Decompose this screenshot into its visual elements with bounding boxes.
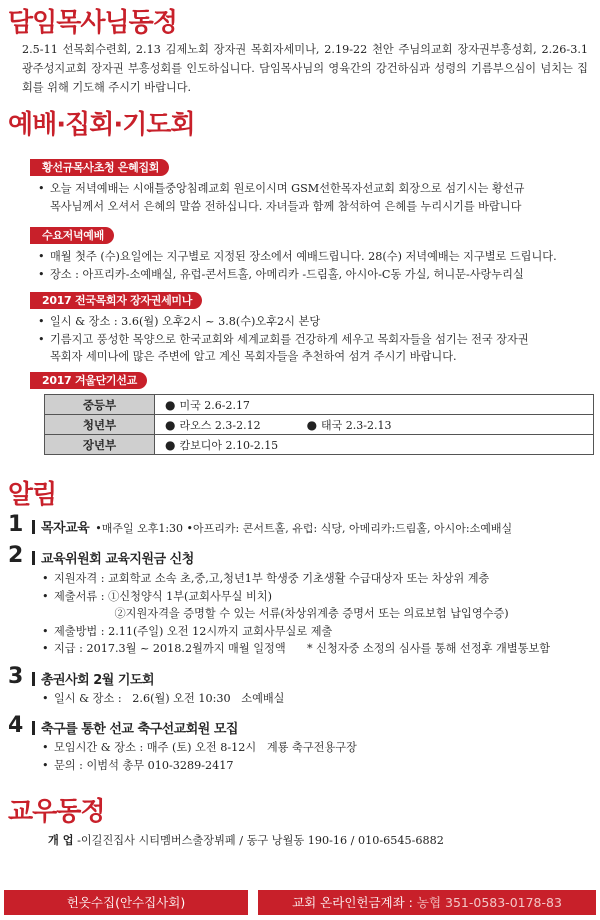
revival-list — [38, 180, 590, 215]
members-text: -이길진집사 시티멤버스출장뷔페 / 동구 낭월동 190-16 / 010-6545-6882 — [77, 834, 444, 847]
notice-title — [32, 548, 194, 567]
bullet-dot-icon: ● — [165, 437, 176, 452]
footer-clothes-collection: 헌옷수집(안수집사회) — [4, 890, 248, 915]
list-item: • 매월 첫주 (수)요일에는 지구별로 지정된 장소에서 예배드립니다. 28(수) 저녁예배는 지구별로 드립니다. — [38, 248, 590, 266]
group-cell: 장년부 — [45, 435, 155, 455]
group-cell: 청년부 — [45, 415, 155, 435]
mission-entry: 태국 2.3-2.13 — [321, 418, 392, 432]
notice-title-text: 축구를 통한 선교 축구선교회원 모집 — [41, 722, 238, 737]
notices-heading: 알림 — [8, 480, 57, 510]
pastor-news-body: 2.5-11 선목회수련회, 2.13 김제노회 장자권 목회자세미나, 2.19-22 천안 주님의교회 장자권부흥성회, 2.26-3.1 광주성지교회 장자권 부흥성회를 인도하십니다. 담임목사님의 영육간의 강건하심과 성령의 기름부으심이 넘치는 집회를 위해 기도해 주시기 바랍니다. — [22, 43, 588, 94]
notice-4-list — [42, 739, 594, 774]
list-item: • 지급 : 2017.3월 ~ 2018.2월까지 매월 일정액 * 신청자중 소정의 심사를 통해 선정후 개별통보함 — [42, 640, 594, 658]
notice-number: 1 — [8, 512, 24, 537]
footer-offering-account — [258, 890, 596, 915]
mission-entry: 캄보디아 2.10-2.15 — [179, 438, 279, 452]
list-item: 목회자 세미나에 많은 주변에 알고 계신 목회자들을 추천하여 섬겨 주시기 바랍니다. — [50, 350, 457, 363]
divider-bar — [32, 551, 35, 565]
list-item: • 기름지고 풍성한 목양으로 한국교회와 세계교회를 건강하게 세우고 목회자들을 섬기는 전국 장자권 — [38, 331, 590, 349]
list-item: • 일시 & 장소 : 2.6(월) 오전 10:30 소예배실 — [42, 690, 594, 708]
list-item: • 제출방법 : 2.11(주일) 오전 12시까지 교회사무실로 제출 — [42, 623, 594, 641]
notice-title — [32, 669, 154, 688]
mission-schedule-table — [44, 394, 594, 455]
notice-number: 2 — [8, 543, 24, 568]
members-line — [48, 831, 588, 850]
notice-3-list — [42, 690, 594, 708]
notice-number: 3 — [8, 664, 24, 689]
members-label: 개 업 — [48, 834, 74, 847]
section-label-wednesday: 수요저녁예배 — [30, 227, 114, 244]
members-heading: 교우동정 — [8, 797, 105, 827]
list-item: • 모임시간 & 장소 : 매주 (토) 오전 8-12시 계룡 축구전용구장 — [42, 739, 594, 757]
notice-title-text: 총권사회 2월 기도회 — [41, 673, 155, 688]
notice-title-text: 목자교육 — [41, 521, 90, 536]
entries-cell — [155, 415, 594, 435]
divider-bar — [32, 520, 35, 534]
notice-2-list — [42, 570, 594, 658]
list-item: • 오늘 저녁예배는 시애틀중앙침례교회 원로이시며 GSM선한목자선교회 회장으로 섬기시는 황선규 — [38, 180, 590, 198]
notice-inline-desc: •매주일 오후1:30 •아프리카: 콘서트홀, 유럽: 식당, 아메리카:드림홀, 아시아:소예배실 — [95, 522, 513, 535]
list-item: • 일시 & 장소 : 3.6(월) 오후2시 ~ 3.8(수)오후2시 본당 — [38, 313, 590, 331]
table-row — [45, 415, 594, 435]
list-item: 목사님께서 오셔서 은혜의 말씀 전하십니다. 자녀들과 함께 참석하여 은혜를 누리시기를 바랍니다 — [50, 199, 522, 213]
footer-account-label: 교회 온라인헌금계좌 : — [292, 895, 417, 910]
group-cell: 중등부 — [45, 395, 155, 415]
section-label-mission: 2017 겨울단기선교 — [30, 372, 147, 389]
list-item: • 지원자격 : 교회학교 소속 초,중,고,청년1부 학생중 기초생활 수급대상자 또는 차상위 계층 — [42, 570, 594, 588]
worship-heading: 예배·집회·기도회 — [8, 110, 195, 140]
entries-cell — [155, 395, 594, 415]
table-row — [45, 435, 594, 455]
notice-title — [32, 517, 512, 536]
bullet-dot-icon: ● — [306, 417, 318, 432]
wednesday-list — [38, 248, 590, 283]
list-item: • 장소 : 아프리카-소예배실, 유럽-콘서트홀, 아메리카 -드림홀, 아시아-C동 가실, 허니문-사랑누리실 — [38, 266, 590, 284]
list-item: • 제출서류 : ①신청양식 1부(교회사무실 비치) — [42, 588, 594, 606]
bullet-dot-icon: ● — [165, 417, 176, 432]
divider-bar — [32, 721, 35, 735]
notice-title-text: 교육위원회 교육지원금 신청 — [41, 552, 194, 567]
section-label-seminar: 2017 전국목회자 장자권세미나 — [30, 292, 202, 309]
list-item: • 문의 : 이범석 총무 010-3289-2417 — [42, 757, 594, 775]
section-label-revival: 황선규목사초청 은혜집회 — [30, 159, 169, 176]
mission-entry: 라오스 2.3-2.12 — [179, 418, 261, 432]
list-item: ②지원자격을 증명할 수 있는 서류(차상위계층 증명서 또는 의료보험 납입영수증) — [54, 607, 509, 620]
seminar-list — [38, 313, 590, 366]
pastor-news-heading: 담임목사님동정 — [8, 8, 177, 38]
bullet-dot-icon: ● — [165, 397, 176, 412]
entries-cell — [155, 435, 594, 455]
mission-entry: 미국 2.6-2.17 — [179, 398, 250, 412]
footer-account-number: 농협 351-0583-0178-83 — [416, 895, 562, 910]
notice-number: 4 — [8, 713, 24, 738]
table-row — [45, 395, 594, 415]
divider-bar — [32, 672, 35, 686]
notice-title — [32, 718, 238, 737]
